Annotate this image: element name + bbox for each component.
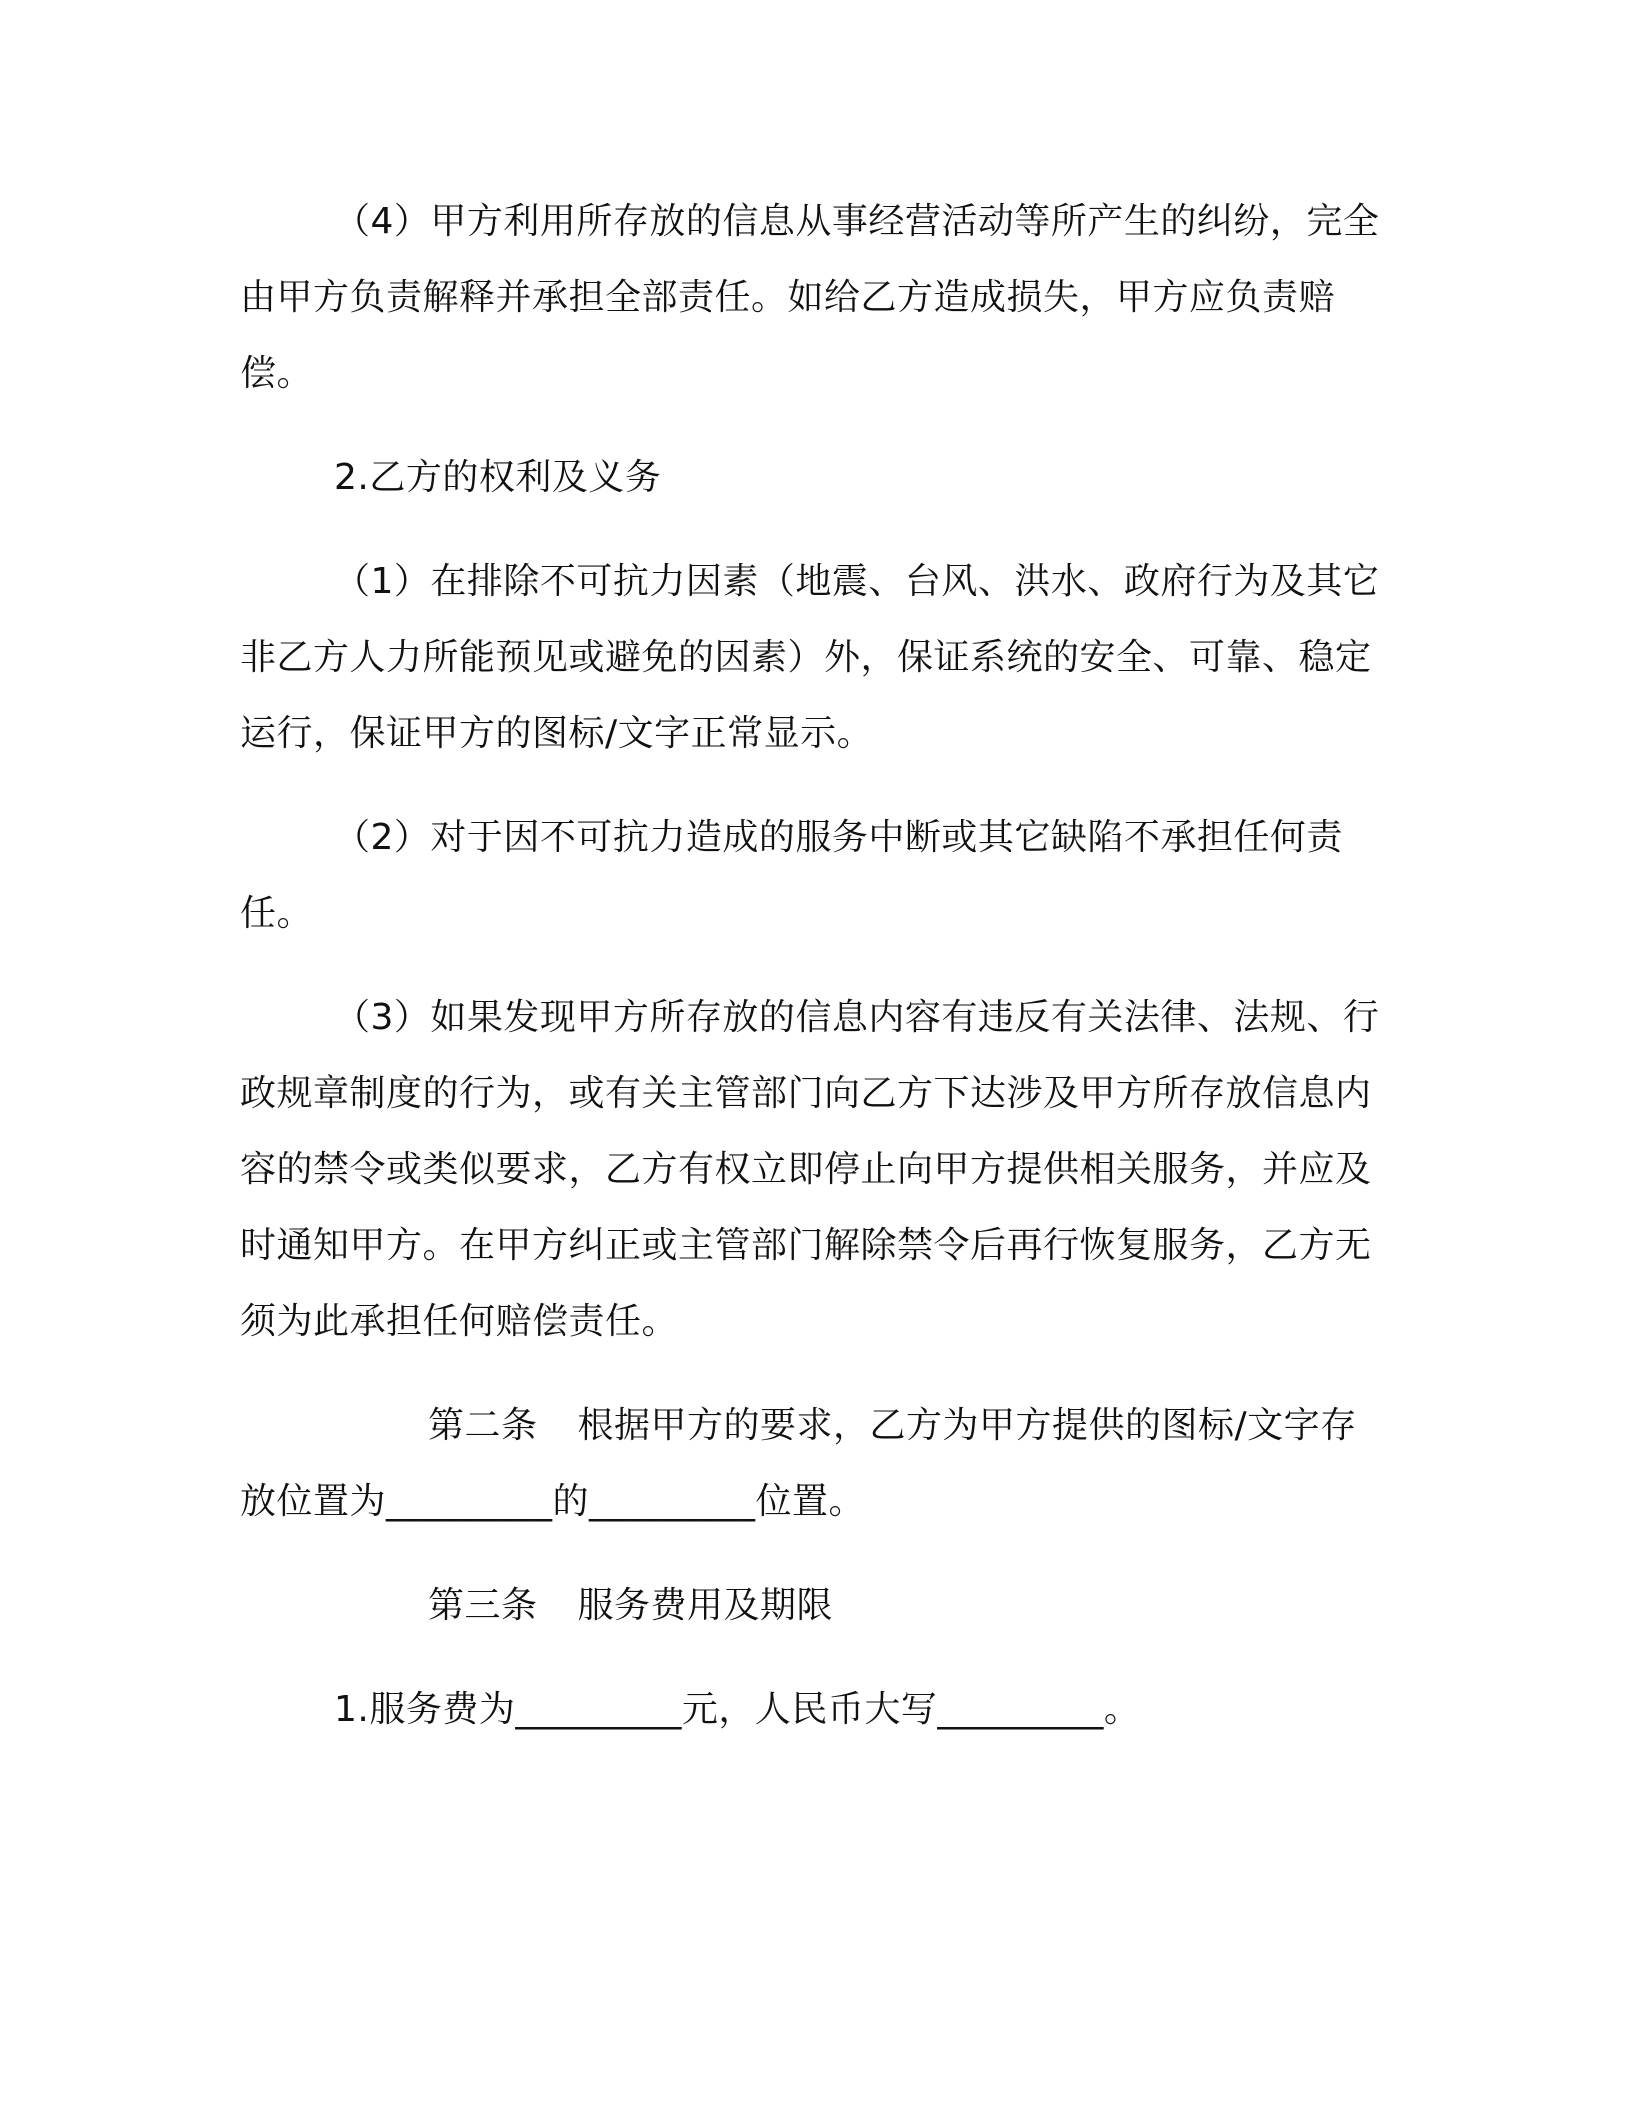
article-three-label: 第三条 bbox=[428, 1585, 538, 1626]
article-three-text: 服务费用及期限 bbox=[577, 1585, 834, 1626]
clause-party-b-2: （2）对于因不可抗力造成的服务中断或其它缺陷不承担任何责任。 bbox=[240, 817, 1343, 934]
article-three bbox=[240, 1568, 1380, 1644]
section-heading-party-b-rights: 2.乙方的权利及义务 bbox=[334, 457, 662, 498]
clause-party-b-3: （3）如果发现甲方所存放的信息内容有违反有关法律、法规、行政规章制度的行为，或有关主管部门向乙方下达涉及甲方所存放信息内容的禁令或类似要求，乙方有权立即停止向甲方提供相关服务，并应及时通知甲方。在甲方纠正或主管部门解除禁令后再行恢复服务，乙方无须为此承担任何赔偿责任。 bbox=[240, 997, 1380, 1342]
clause-party-b-1: （1）在排除不可抗力因素（地震、台风、洪水、政府行为及其它非乙方人力所能预见或避免的因素）外，保证系统的安全、可靠、稳定运行，保证甲方的图标/文字正常显示。 bbox=[240, 561, 1380, 754]
article-two-text: 根据甲方的要求，乙方为甲方提供的图标/文字存放位置为_________的_________位置。 bbox=[240, 1405, 1357, 1522]
clause-party-a-4: （4）甲方利用所存放的信息从事经营活动等所产生的纠纷，完全由甲方负责解释并承担全部责任。如给乙方造成损失，甲方应负责赔偿。 bbox=[240, 201, 1380, 394]
document-body bbox=[240, 184, 1380, 1776]
article-two bbox=[240, 1388, 1380, 1540]
article-two-label: 第二条 bbox=[428, 1405, 538, 1446]
service-fee-clause: 1.服务费为_________元，人民币大写_________。 bbox=[334, 1689, 1141, 1730]
